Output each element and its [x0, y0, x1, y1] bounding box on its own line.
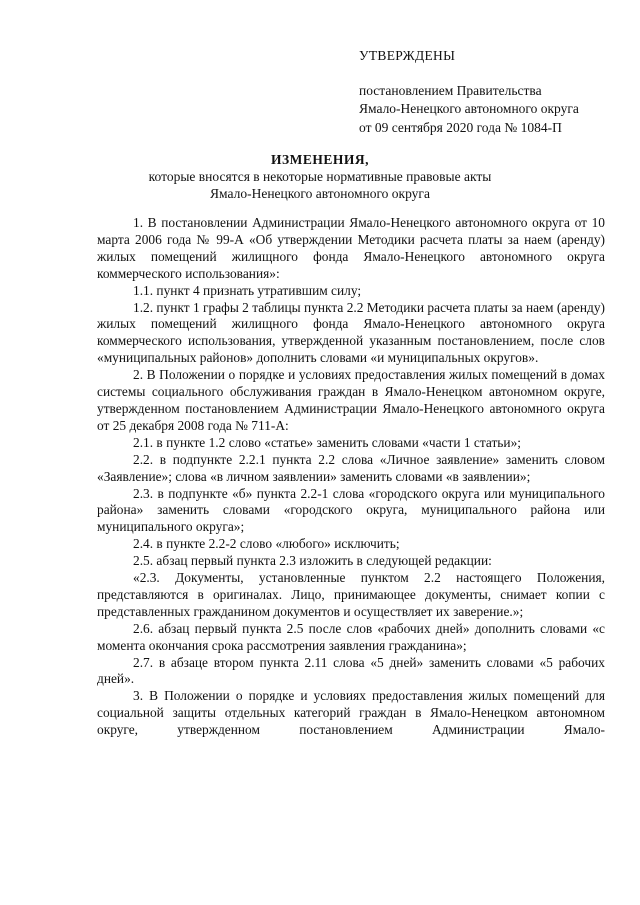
paragraph: «2.3. Документы, установленные пунктом 2.2 настоящего Положения, представляются в оригиналах. Лицо, принимающее документы, снимает копии с представленных гражданином документов и осуществляет их заверение.»;	[97, 570, 605, 619]
document-subtitle-line: Ямало-Ненецкого автономного округа	[210, 186, 430, 201]
document-title: ИЗМЕНЕНИЯ,	[270, 152, 369, 167]
document-subtitle-line: которые вносятся в некоторые нормативные правовые акты	[148, 169, 492, 184]
paragraph: 2.4. в пункте 2.2-2 слово «любого» исключить;	[133, 536, 400, 552]
paragraph: 1.2. пункт 1 графы 2 таблицы пункта 2.2 Методики расчета платы за наем (аренду) жилых помещений жилищного фонда Ямало-Ненецкого автономного округа коммерческого использования, утвержденной указанным постановлением, после слов «муниципальных районов» дополнить словами «и муниципальных округов».	[97, 299, 605, 366]
approval-block	[359, 47, 629, 137]
paragraph: 2.6. абзац первый пункта 2.5 после слов «рабочих дней» дополнить словами «с момента окончания срока рассмотрения заявления гражданина»;	[97, 620, 605, 653]
paragraph: 2.7. в абзаце втором пункта 2.11 слова «5 дней» заменить словами «5 рабочих дней».	[97, 654, 605, 687]
title-block	[100, 151, 540, 202]
paragraph: 2.5. абзац первый пункта 2.3 изложить в следующей редакции:	[133, 553, 492, 569]
paragraph: 2. В Положении о порядке и условиях предоставления жилых помещений в домах системы социального обслуживания граждан в Ямало-Ненецком автономном округе, утвержденном постановлением Администрации Ямало-Ненецкого автономного округа от 25 декабря 2008 года № 711-А:	[97, 367, 605, 433]
paragraph: 3. В Положении о порядке и условиях предоставления жилых помещений для социальной защиты отдельных категорий граждан в Ямало-Ненецком автономном округе, утвержденном постановлением Администрации Ямало-	[97, 688, 605, 738]
paragraph: 1. В постановлении Администрации Ямало-Ненецкого автономного округа от 10 марта 2006 года № 99-А «Об утверждении Методики расчета платы за наем (аренду) жилых помещений жилищного фонда Ямало-Ненецкого автономного округа коммерческого использования»:	[97, 215, 605, 281]
paragraph: 2.2. в подпункте 2.2.1 пункта 2.2 слова «Личное заявление» заменить словом «Заявление»; слова «в личном заявлении» заменить словами «в заявлении»;	[97, 451, 605, 484]
approval-line: Ямало-Ненецкого автономного округа	[359, 101, 579, 116]
approval-heading: УТВЕРЖДЕНЫ	[359, 48, 456, 63]
paragraph: 1.1. пункт 4 признать утратившим силу;	[133, 282, 362, 298]
paragraph: 2.1. в пункте 1.2 слово «статье» заменить словами «части 1 статьи»;	[133, 434, 521, 450]
paragraph: 2.3. в подпункте «б» пункта 2.2-1 слова «городского округа или муниципального района» заменить словами «городского округа, муниципального района или муниципального округа»;	[97, 485, 605, 535]
approval-line: от 09 сентября 2020 года № 1084-П	[359, 119, 562, 135]
approval-line: постановлением Правительства	[359, 82, 542, 98]
document-body	[97, 215, 605, 739]
